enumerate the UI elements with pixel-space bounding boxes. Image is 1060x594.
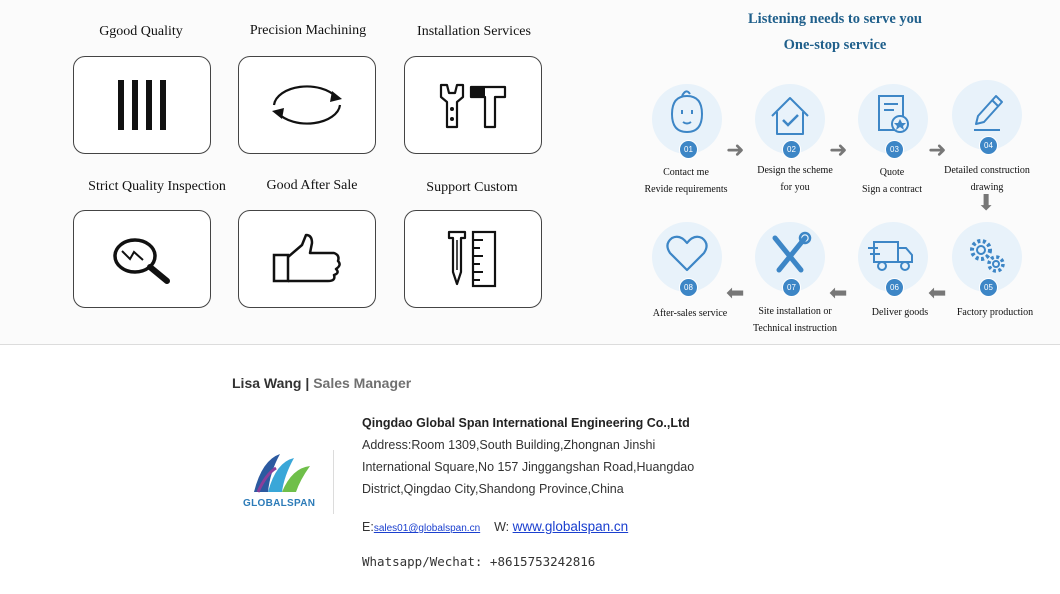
step-08-caption-1: After-sales service [652,308,728,319]
process-step-05: 05 [952,222,1022,292]
arrow-right-icon: ➜ [829,138,848,163]
company-name: Qingdao Global Span International Engineering Co.,Ltd [362,416,690,430]
process-step-07: 07 [755,222,825,292]
step-03-caption-2: Sign a contract [862,184,922,195]
feature-label-after-sale: Good After Sale [266,178,358,193]
whatsapp-line: Whatsapp/Wechat: +8615753242816 [362,554,596,569]
step-01-caption-2: Revide requirements [644,184,728,195]
magnifier-icon [97,229,187,289]
arrow-down-icon: ⬇ [977,191,996,216]
step-01-caption-1: Contact me [663,167,709,178]
job-title: Sales Manager [313,375,412,391]
contact-line [362,519,628,534]
step-02-caption-2: for you [780,182,810,193]
feature-label-installation: Installation Services [417,24,531,39]
divider [0,344,1060,345]
barcode-lines-icon [107,75,177,135]
feature-card-inspection [73,210,211,308]
arrow-right-icon: ➜ [928,138,947,163]
feature-label-quality: Ggood Quality [99,24,183,39]
arrow-left-icon: ⬅ [829,281,848,306]
process-title: Listening needs to serve you [748,11,922,27]
feature-card-installation [404,56,542,154]
feature-label-inspection: Strict Quality Inspection [88,179,226,194]
person-name: Lisa Wang [232,375,302,391]
circular-arrows-icon [262,75,352,135]
step-05-caption-1: Factory production [956,307,1034,318]
name-separator: | [305,375,310,391]
step-04-caption-2: drawing [970,182,1004,193]
feature-card-quality [73,56,211,154]
step-07-caption-2: Technical instruction [753,323,837,334]
process-step-06: 06 [858,222,928,292]
pencil-ruler-icon [433,226,513,292]
process-step-03: 03 [858,84,928,154]
feature-label-custom: Support Custom [426,180,518,195]
address-line-3: District,Qingdao City,Shandong Province,China [362,482,624,496]
feature-card-after-sale [238,210,376,308]
signature-divider [333,450,334,514]
email-label: E: [362,520,374,534]
email-link[interactable]: sales01@globalspan.cn [373,523,481,534]
process-step-04: 04 [952,80,1022,150]
step-03-caption-1: Quote [879,167,905,178]
step-07-caption-1: Site installation or [758,306,832,317]
arrow-right-icon: ➜ [726,138,745,163]
address-line-2: International Square,No 157 Jinggangshan Road,Huangdao [362,460,695,474]
wrench-hammer-icon [433,75,513,135]
process-step-08: 08 [652,222,722,292]
process-step-02: 02 [755,84,825,154]
website-link[interactable]: www.globalspan.cn [512,519,629,534]
feature-card-custom [404,210,542,308]
feature-card-machining [238,56,376,154]
feature-label-machining: Precision Machining [249,23,367,38]
arrow-left-icon: ⬅ [726,281,745,306]
step-02-caption-1: Design the scheme [757,165,833,176]
step-04-caption-1: Detailed construction [944,165,1030,176]
logo-text: GLOBALSPAN [243,498,316,509]
arrow-left-icon: ⬅ [928,281,947,306]
signature-name [232,375,411,391]
process-subtitle: One-stop service [783,37,887,53]
web-label: W: [494,520,510,534]
step-06-caption-1: Deliver goods [871,307,929,318]
thumbs-up-icon [262,229,352,289]
process-step-01: 01 [652,84,722,154]
address-line-1: Address:Room 1309,South Building,Zhongnan Jinshi [362,438,656,452]
